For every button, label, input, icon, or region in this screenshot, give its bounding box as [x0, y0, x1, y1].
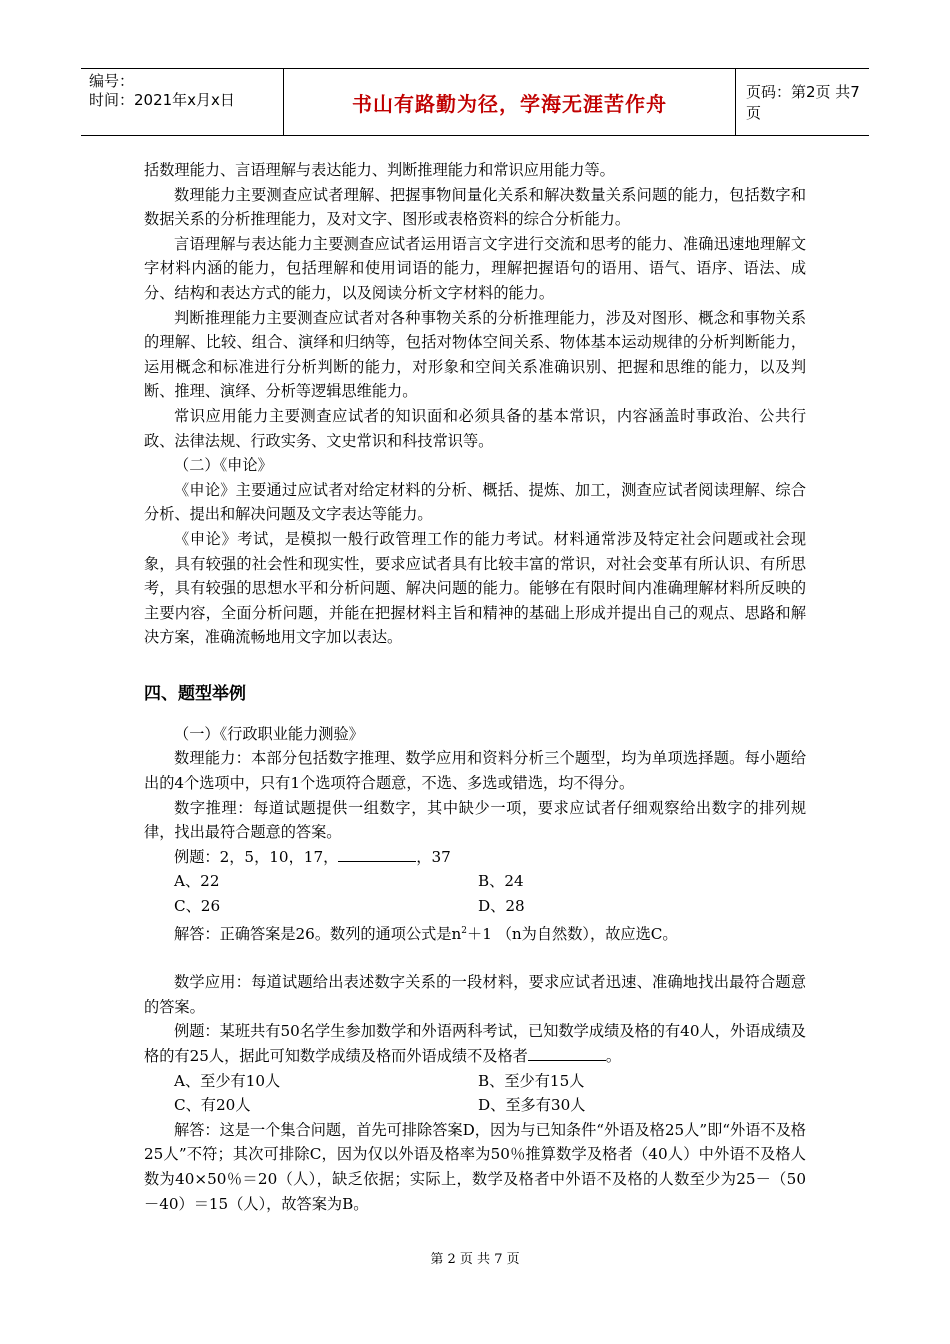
paragraph: 数学应用：每道试题给出表述数字关系的一段材料，要求应试者迅速、准确地找出最符合题意的答案。: [144, 973, 806, 1016]
paragraph: 数理能力主要测查应试者理解、把握事物间量化关系和解决数量关系问题的能力，包括数字和数据关系的分析推理能力，及对文字、图形或表格资料的综合分析能力。: [144, 185, 806, 229]
header-page-info: [736, 69, 869, 135]
options-row: [144, 869, 806, 894]
example-text: 例题：某班共有50名学生参加数学和外语两科考试，已知数学成绩及格的有40人，外语成绩及格的有25人，据此可知数学成绩及格而外语成绩不及格者: [144, 1022, 806, 1066]
option: C、有20人: [174, 1096, 251, 1115]
paragraph: 判断推理能力主要测查应试者对各种事物关系的分析推理能力，涉及对图形、概念和事物关系的理解、比较、组合、演绎和归纳等，包括对物体空间关系、物体基本运动规律的分析判断能力，运用概念和标准进行分析判断的能力，对形象和空间关系准确识别、把握和思维的能力，以及判断、推理、演绎、分析等逻辑思维能力。: [144, 308, 806, 401]
subheading: （二）《申论》: [174, 456, 273, 475]
options-row: [144, 1093, 806, 1118]
answer-blank: [528, 1046, 606, 1061]
page-header: [81, 68, 869, 136]
paragraph: 数理能力：本部分包括数字推理、数学应用和资料分析三个题型，均为单项选择题。每小题给出的4个选项中，只有1个选项符合题意，不选、多选或错选，均不得分。: [144, 749, 806, 793]
example-question: [144, 1019, 806, 1068]
option: C、26: [174, 897, 221, 916]
superscript: 2: [461, 925, 468, 936]
option: A、至少有10人: [174, 1071, 281, 1090]
page-info: 页码：第2页 共7页: [746, 83, 860, 122]
options-row: [144, 1069, 806, 1094]
paragraph: 《申论》考试，是模拟一般行政管理工作的能力考试。材料通常涉及特定社会问题或社会现象，具有较强的社会性和现实性，要求应试者具有比较丰富的常识，对社会变革有所认识、有所思考，具有较强的思想水平和分析问题、解决问题的能力。能够在有限时间内准确理解材料所反映的主要内容，全面分析问题，并能在把握材料主旨和精神的基础上形成并提出自己的观点、思路和解决方案，准确流畅地用文字加以表达。: [144, 529, 806, 647]
example-text: ，37: [416, 847, 451, 866]
example-text: 。: [605, 1047, 622, 1066]
header-meta: [81, 69, 284, 135]
answer-text: ＋1 （n为自然数），故应选C。: [467, 924, 678, 943]
paragraph: 常识应用能力主要测查应试者的知识面和必须具备的基本常识，内容涵盖时事政治、公共行政、法律法规、行政实务、文史常识和科技常识等。: [144, 406, 806, 450]
subheading: （一）《行政职业能力测验》: [174, 724, 364, 743]
spacer: [144, 946, 806, 970]
option: A、22: [174, 872, 220, 891]
number-label: 编号：: [89, 72, 135, 90]
page-footer: 第 2 页 共 7 页: [430, 1252, 520, 1267]
header-motto-cell: [284, 69, 736, 135]
section-heading: 四、题型举例: [144, 683, 246, 704]
answer-text: 解答：正确答案是26。数列的通项公式是n: [174, 924, 462, 943]
example-text: 例题：2，5，10，17，: [174, 847, 339, 866]
answer-blank: [338, 847, 416, 862]
options-row: [144, 894, 806, 919]
option: D、至多有30人: [478, 1096, 586, 1115]
option: B、24: [478, 872, 524, 891]
document-body: [144, 158, 806, 1216]
option: D、28: [478, 897, 525, 916]
example-answer: [144, 919, 806, 947]
example-answer: 解答：这是一个集合问题，首先可排除答案D，因为与已知条件“外语及格25人”即“外语不及格25人”不符；其次可排除C，因为仅以外语及格率为50％推算数学及格者（40人）中外语不及格人数为40×50％＝20（人），缺乏依据；实际上，数学及格者中外语不及格的人数至少为25－（50－40）＝15（人），故答案为B。: [144, 1120, 806, 1213]
paragraph: 言语理解与表达能力主要测查应试者运用语言文字进行交流和思考的能力、准确迅速地理解文字材料内涵的能力，包括理解和使用词语的能力，理解把握语句的语用、语气、语序、语法、成分、结构和表达方式的能力，以及阅读分析文字材料的能力。: [144, 234, 806, 302]
example-question: [144, 845, 806, 870]
paragraph: 括数理能力、言语理解与表达能力、判断推理能力和常识应用能力等。: [144, 161, 615, 179]
time-label: 时间：2021年x月x日: [89, 91, 235, 109]
option: B、至少有15人: [478, 1071, 585, 1090]
paragraph: 《申论》主要通过应试者对给定材料的分析、概括、提炼、加工，测查应试者阅读理解、综合分析、提出和解决问题及文字表达等能力。: [144, 480, 806, 524]
motto: 书山有路勤为径，学海无涯苦作舟: [352, 91, 667, 116]
paragraph: 数字推理：每道试题提供一组数字，其中缺少一项，要求应试者仔细观察给出数字的排列规律，找出最符合题意的答案。: [144, 798, 806, 842]
